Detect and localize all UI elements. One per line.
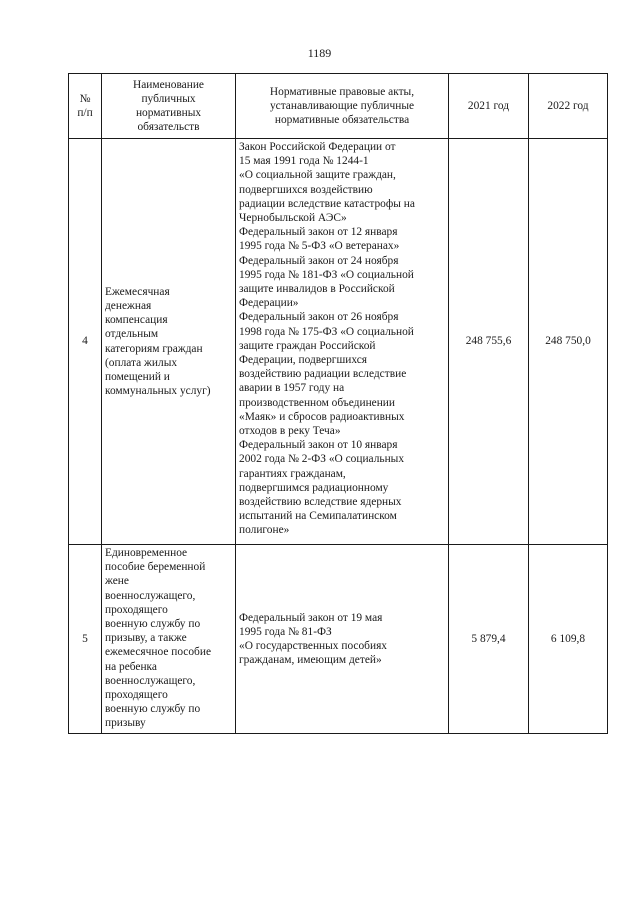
legal-acts: Федеральный закон от 19 мая 1995 года № 81-ФЗ «О государственных пособиях гражданам, имеющим детей»	[236, 545, 449, 734]
header-legal-acts: Нормативные правовые акты, устанавливающие публичные нормативные обязательства	[236, 74, 449, 139]
amount-2021: 5 879,4	[449, 545, 529, 734]
header-number: № п/п	[69, 74, 102, 139]
amount-2022: 248 750,0	[529, 139, 608, 545]
header-year-2022: 2022 год	[529, 74, 608, 139]
obligation-name: Единовременное пособие беременной жене военнослужащего, проходящего военную службу по призыву, а также ежемесячное пособие на ребенка военнослужащего, проходящего военную службу по призыву	[102, 545, 236, 734]
row-number: 4	[69, 139, 102, 545]
table-row	[69, 139, 608, 545]
amount-2021: 248 755,6	[449, 139, 529, 545]
header-obligation-name: Наименование публичных нормативных обязательств	[102, 74, 236, 139]
page-number: 1189	[307, 46, 332, 60]
header-year-2021: 2021 год	[449, 74, 529, 139]
row-number: 5	[69, 545, 102, 734]
amount-2022: 6 109,8	[529, 545, 608, 734]
table-row	[69, 545, 608, 734]
table-header	[69, 74, 608, 139]
obligations-table	[68, 73, 608, 734]
obligation-name: Ежемесячная денежная компенсация отдельным категориям граждан (оплата жилых помещений и коммунальных услуг)	[102, 139, 236, 545]
legal-acts: Закон Российской Федерации от 15 мая 1991 года № 1244-1 «О социальной защите граждан, подвергшихся воздействию радиации вследствие катастрофы на Чернобыльской АЭС» Федеральный закон от 12 января 1995 года № 5-ФЗ «О ветеранах» Федеральный закон от 24 ноября 1995 года № 181-ФЗ «О социальной защите инвалидов в Российской Федерации» Федеральный закон от 26 ноября 1998 года № 175-ФЗ «О социальной защите граждан Российской Федерации, подвергшихся воздействию радиации вследствие аварии в 1957 году на производственном объединении «Маяк» и сбросов радиоактивных отходов в реку Теча» Федеральный закон от 10 января 2002 года № 2-ФЗ «О социальных гарантиях гражданам, подвергшимся радиационному воздействию вследствие ядерных испытаний на Семипалатинском полигоне»	[236, 139, 449, 545]
header-row	[69, 74, 608, 139]
